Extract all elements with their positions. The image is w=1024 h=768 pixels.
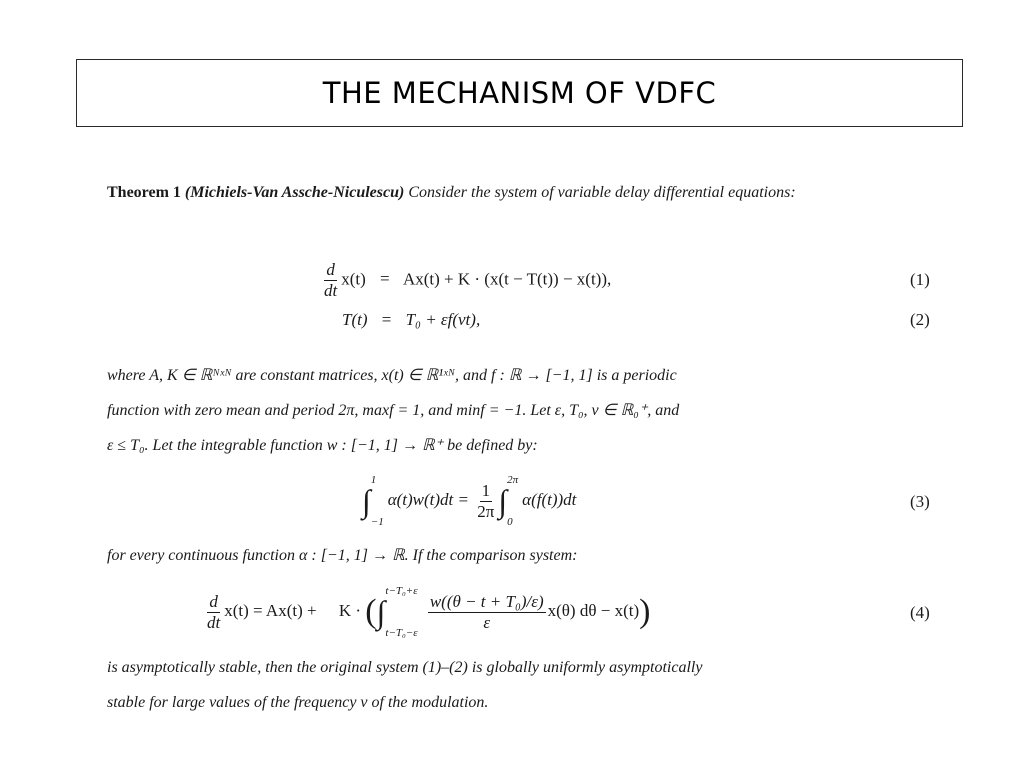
equation-1-rhs: Ax(t) + K · (x(t − T(t)) − x(t)), (402, 269, 612, 289)
slide-title-box (76, 59, 963, 127)
conclusion-line-1: is asymptotically stable, then the original system (1)–(2) is globally uniformly asymptotically (107, 659, 703, 676)
definitions-paragraph (107, 358, 942, 463)
conclusion-line-2: stable for large values of the frequency ν of the modulation. (107, 694, 489, 711)
eq3-rhs-upper-limit: 2π (507, 474, 519, 486)
definitions-line-3: ε ≤ T₀. Let the integrable function w : [−1, 1] → ℝ⁺ be defined by: (107, 437, 538, 454)
eq3-fraction: $\frac{1}{2\pi}$ (477, 480, 495, 521)
integral-limits (507, 474, 518, 528)
equation-4-number: (4) (910, 603, 930, 622)
conclusion-paragraph (107, 650, 942, 720)
eq3-rhs-body: α(f(t))dt (522, 489, 577, 509)
equation-1-number: (1) (910, 270, 930, 289)
eq3-rhs-lower-limit: 0 (507, 516, 513, 528)
theorem-intro (107, 175, 942, 210)
equation-1-lhs: x(t) (341, 269, 366, 289)
eq3-lhs-body: α(t)w(t)dt = (387, 489, 470, 509)
eq4-fraction: $\frac{\text{w((θ − t + T₀)/ε)}}{\varepsilon}$ (429, 591, 544, 632)
eq3-upper-limit: 1 (370, 474, 377, 486)
derivative-fraction: $\frac{d}{dt}$ (207, 591, 221, 632)
continuity-paragraph: for every continuous function α : [−1, 1] → ℝ. If the comparison system: (107, 547, 578, 564)
slide-title: THE MECHANISM OF VDFC (322, 76, 717, 110)
theorem-attribution: (Michiels-Van Assche-Niculescu) (184, 184, 405, 201)
definitions-line-1: where A, K ∈ ℝᴺˣᴺ are constant matrices, x(t) ∈ ℝ¹ˣᴺ, and f : ℝ → [−1, 1] is a periodic (107, 367, 677, 384)
equation-2-rhs: T₀ + εf(νt), (405, 310, 481, 329)
equation-2-number: (2) (910, 310, 930, 329)
integral-sign: ∫ (498, 482, 508, 519)
equation-3-number: (3) (910, 492, 930, 511)
equation-3 (362, 474, 576, 528)
definitions-line-2: function with zero mean and period 2π, maxf = 1, and minf = −1. Let ε, T₀, ν ∈ ℝ₀⁺, and (107, 402, 680, 419)
equation-2-lhs: T(t) (342, 310, 368, 329)
derivative-fraction: $\frac{d}{dt}$ (324, 260, 338, 300)
eq4-tail: x(θ) dθ − x(t) (547, 600, 640, 620)
eq4-upper-limit: t−T₀+ε (385, 585, 418, 597)
equation-2: T(t) = T₀ + εf(νt), (342, 310, 481, 329)
eq4-k: K · (338, 600, 362, 620)
theorem-intro-text: Consider the system of variable delay differential equations: (408, 184, 796, 201)
integral-sign: ∫ (376, 593, 386, 630)
integral-limits (385, 585, 417, 639)
eq4-lower-limit: t−T₀−ε (385, 627, 418, 639)
equation-4: $\frac{d}{dt}$ x(t) = Ax(t) + K · (∫ t−T₀+ε t−T₀−ε $\frac{\text{w((θ − t + T₀)/ε)}}{\varepsilon}$ x(θ) dθ − x(t)) (207, 585, 651, 639)
theorem-label: Theorem 1 (107, 184, 181, 201)
integral-limits (371, 474, 384, 528)
integral-sign: ∫ (362, 482, 371, 519)
equation-1: $\frac{d}{dt}$ x(t) = Ax(t) + K · (x(t − T(t)) − x(t)), (324, 260, 612, 300)
eq4-lhs: x(t) = Ax(t) + (224, 600, 317, 620)
eq3-lower-limit: −1 (370, 516, 384, 528)
